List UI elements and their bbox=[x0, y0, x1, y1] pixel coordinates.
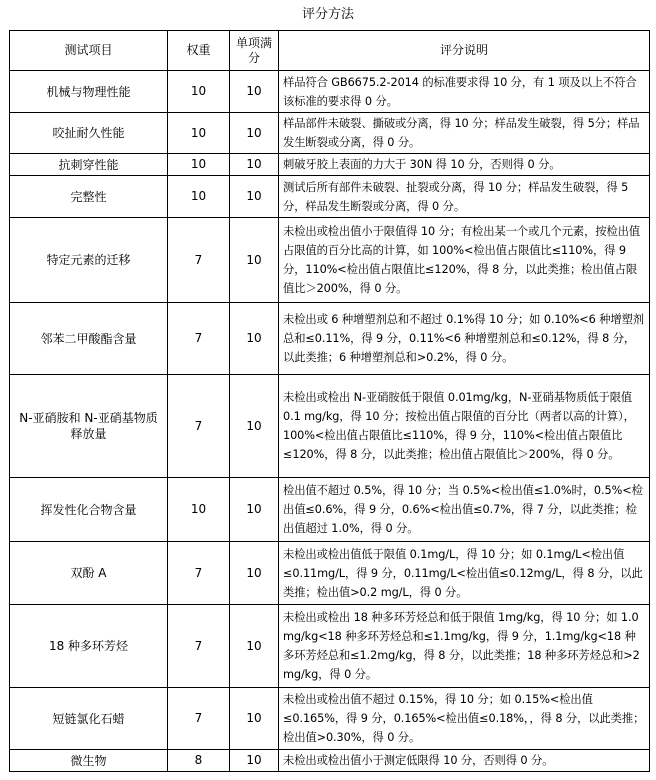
table-row bbox=[10, 303, 650, 375]
item-weight: 7 bbox=[168, 375, 230, 478]
table-row bbox=[10, 113, 650, 154]
header-full-score: 单项满分 bbox=[230, 31, 279, 71]
table-row bbox=[10, 71, 650, 113]
item-name: 双酚 A bbox=[10, 542, 168, 605]
item-weight: 7 bbox=[168, 542, 230, 605]
item-name: 机械与物理性能 bbox=[10, 71, 168, 113]
item-full-score: 10 bbox=[230, 750, 279, 772]
item-description: 未检出或 6 种增塑剂总和不超过 0.1%得 10 分；如 0.10%<6 种增塑剂总和≤0.11%，得 9 分，0.11%<6 种增塑剂总和≤0.12%，得 8 分，以此类推；6 种增塑剂总和>0.2%，得 0 分。 bbox=[279, 303, 650, 375]
header-item: 测试项目 bbox=[10, 31, 168, 71]
item-full-score: 10 bbox=[230, 478, 279, 542]
item-full-score: 10 bbox=[230, 218, 279, 303]
item-weight: 8 bbox=[168, 750, 230, 772]
item-weight: 7 bbox=[168, 688, 230, 750]
item-full-score: 10 bbox=[230, 375, 279, 478]
item-weight: 10 bbox=[168, 154, 230, 176]
item-weight: 10 bbox=[168, 176, 230, 218]
table-row bbox=[10, 154, 650, 176]
item-weight: 7 bbox=[168, 605, 230, 688]
item-description: 刺破牙胶上表面的力大于 30N 得 10 分，否则得 0 分。 bbox=[279, 154, 650, 176]
item-name: 完整性 bbox=[10, 176, 168, 218]
item-description: 未检出或检出值小于限值得 10 分；有检出某一个或几个元素，按检出值占限值的百分比高的计算，如 100%<检出值占限值比≤110%，得 9 分，110%<检出值占限值比≤120%，得 8 分，以此类推；检出值占限值比＞200%，得 0 分。 bbox=[279, 218, 650, 303]
table-title: 评分方法 bbox=[301, 7, 354, 22]
item-description: 未检出或检出值不超过 0.15%，得 10 分；如 0.15%<检出值≤0.165%，得 9 分，0.165%<检出值≤0.18%，，得 8 分，以此类推；检出值>0.30%，得 0 分。 bbox=[279, 688, 650, 750]
table-row bbox=[10, 542, 650, 605]
item-name: 特定元素的迁移 bbox=[10, 218, 168, 303]
item-weight: 10 bbox=[168, 113, 230, 154]
header-weight: 权重 bbox=[168, 31, 230, 71]
item-full-score: 10 bbox=[230, 542, 279, 605]
item-name: 抗刺穿性能 bbox=[10, 154, 168, 176]
header-description: 评分说明 bbox=[279, 31, 650, 71]
item-description: 检出值不超过 0.5%，得 10 分；当 0.5%<检出值≤1.0%时，0.5%<检出值≤0.6%，得 9 分，0.6%<检出值≤0.7%，得 7 分，以此类推；检出值超过 1.0%，得 0 分。 bbox=[279, 478, 650, 542]
item-weight: 10 bbox=[168, 71, 230, 113]
item-name: 咬扯耐久性能 bbox=[10, 113, 168, 154]
item-description: 测试后所有部件未破裂、扯裂或分离，得 10 分；样品发生破裂，得 5 分，样品发生断裂或分离，得 0 分。 bbox=[279, 176, 650, 218]
item-description: 未检出或检出 18 种多环芳烃总和低于限值 1mg/kg，得 10 分；如 1.0 mg/kg<18 种多环芳烃总和≤1.1mg/kg，得 9 分，1.1mg/kg<18 种多环芳烃总和≤1.2mg/kg，得 8 分，以此类推；18 种多环芳烃总和>2 mg/kg，得 0 分。 bbox=[279, 605, 650, 688]
item-weight: 10 bbox=[168, 478, 230, 542]
item-weight: 7 bbox=[168, 303, 230, 375]
item-weight: 7 bbox=[168, 218, 230, 303]
table-row bbox=[10, 375, 650, 478]
item-description: 样品部件未破裂、撕破或分离，得 10 分；样品发生破裂，得 5分；样品发生断裂或分离，得 0 分。 bbox=[279, 113, 650, 154]
item-full-score: 10 bbox=[230, 176, 279, 218]
table-row bbox=[10, 750, 650, 772]
item-name: 挥发性化合物含量 bbox=[10, 478, 168, 542]
item-full-score: 10 bbox=[230, 71, 279, 113]
table-row bbox=[10, 688, 650, 750]
header-row bbox=[10, 31, 650, 71]
item-full-score: 10 bbox=[230, 154, 279, 176]
item-name: 微生物 bbox=[10, 750, 168, 772]
item-full-score: 10 bbox=[230, 688, 279, 750]
item-name: 邻苯二甲酸酯含量 bbox=[10, 303, 168, 375]
scoring-table bbox=[9, 30, 650, 772]
item-description: 未检出或检出值低于限值 0.1mg/L，得 10 分；如 0.1mg/L<检出值≤0.11mg/L，得 9 分，0.11mg/L<检出值≤0.12mg/L，得 8 分，以此类推；检出值>0.2 mg/L，得 0 分。 bbox=[279, 542, 650, 605]
table-row bbox=[10, 176, 650, 218]
item-full-score: 10 bbox=[230, 113, 279, 154]
table-row bbox=[10, 478, 650, 542]
item-full-score: 10 bbox=[230, 605, 279, 688]
item-name: N-亚硝胺和 N-亚硝基物质释放量 bbox=[10, 375, 168, 478]
item-description: 未检出或检出值小于测定低限得 10 分，否则得 0 分。 bbox=[279, 750, 650, 772]
item-description: 未检出或检出 N-亚硝胺低于限值 0.01mg/kg，N-亚硝基物质低于限值 0.1 mg/kg，得 10 分；按检出值占限值的百分比（两者以高的计算），100%<检出值占限值比≤110%，得 9 分，110%<检出值占限值比≤120%，得 8 分，以此类推；检出值占限值比＞200%，得 0 分。 bbox=[279, 375, 650, 478]
item-name: 短链氯化石蜡 bbox=[10, 688, 168, 750]
item-description: 样品符合 GB6675.2-2014 的标准要求得 10 分，有 1 项及以上不符合该标准的要求得 0 分。 bbox=[279, 71, 650, 113]
item-name: 18 种多环芳烃 bbox=[10, 605, 168, 688]
table-row bbox=[10, 605, 650, 688]
table-row bbox=[10, 218, 650, 303]
item-full-score: 10 bbox=[230, 303, 279, 375]
